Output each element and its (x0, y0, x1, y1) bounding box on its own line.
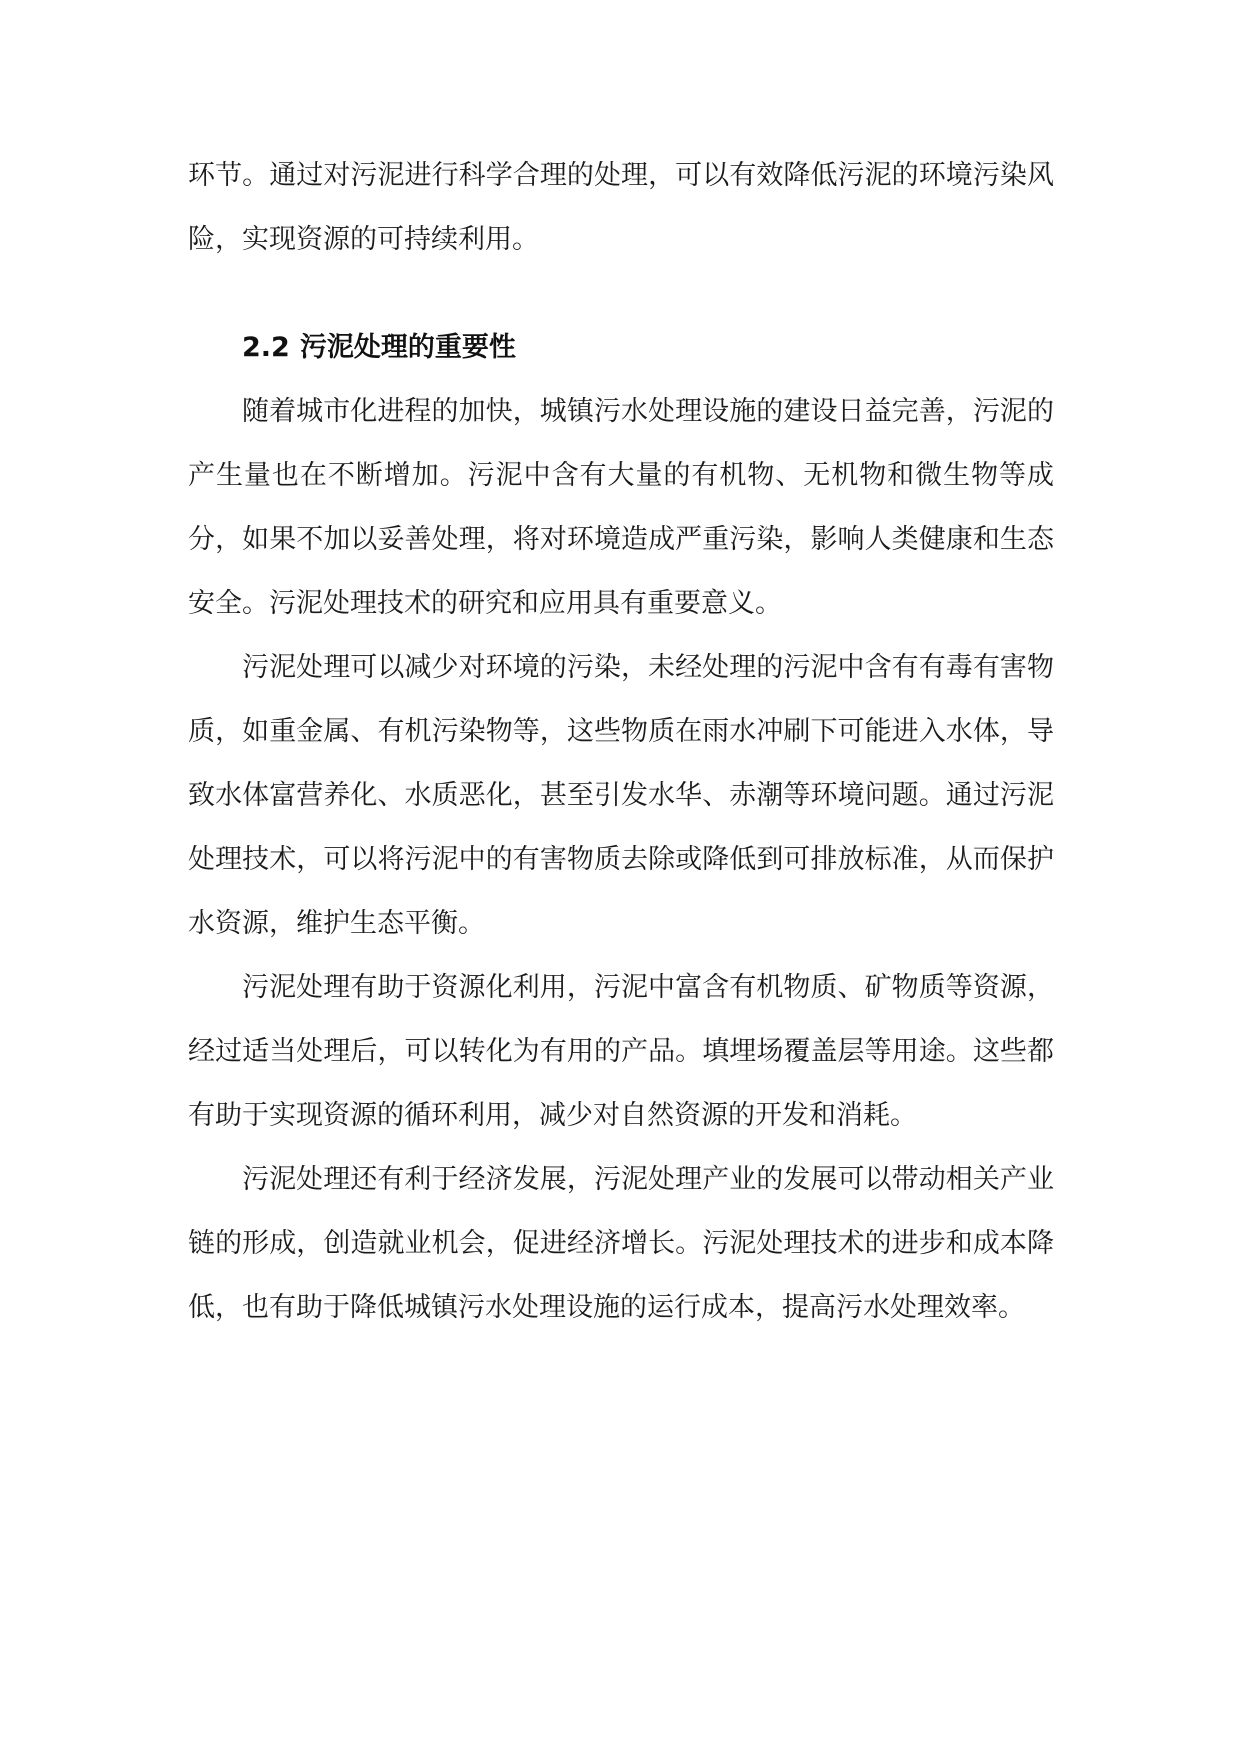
document-body (188, 144, 1054, 1340)
paragraph-3: 污泥处理有助于资源化利用，污泥中富含有机物质、矿物质等资源，经过适当处理后，可以转化为有用的产品。填埋场覆盖层等用途。这些都有助于实现资源的循环利用，减少对自然资源的开发和消耗。 (188, 972, 1054, 1131)
section-heading (188, 316, 1054, 380)
section-number: 2.2 (242, 332, 290, 363)
section-title: 污泥处理的重要性 (299, 332, 516, 363)
paragraph-2: 污泥处理可以减少对环境的污染，未经处理的污泥中含有有毒有害物质，如重金属、有机污染物等，这些物质在雨水冲刷下可能进入水体，导致水体富营养化、水质恶化，甚至引发水华、赤潮等环境问题。通过污泥处理技术，可以将污泥中的有害物质去除或降低到可排放标准，从而保护水资源，维护生态平衡。 (188, 652, 1054, 939)
continuation-paragraph: 环节。通过对污泥进行科学合理的处理，可以有效降低污泥的环境污染风险，实现资源的可持续利用。 (188, 160, 1054, 255)
paragraph-1: 随着城市化进程的加快，城镇污水处理设施的建设日益完善，污泥的产生量也在不断增加。污泥中含有大量的有机物、无机物和微生物等成分，如果不加以妥善处理，将对环境造成严重污染，影响人类健康和生态安全。污泥处理技术的研究和应用具有重要意义。 (188, 396, 1054, 619)
paragraph-4: 污泥处理还有利于经济发展，污泥处理产业的发展可以带动相关产业链的形成，创造就业机会，促进经济增长。污泥处理技术的进步和成本降低，也有助于降低城镇污水处理设施的运行成本，提高污水处理效率。 (188, 1164, 1054, 1323)
